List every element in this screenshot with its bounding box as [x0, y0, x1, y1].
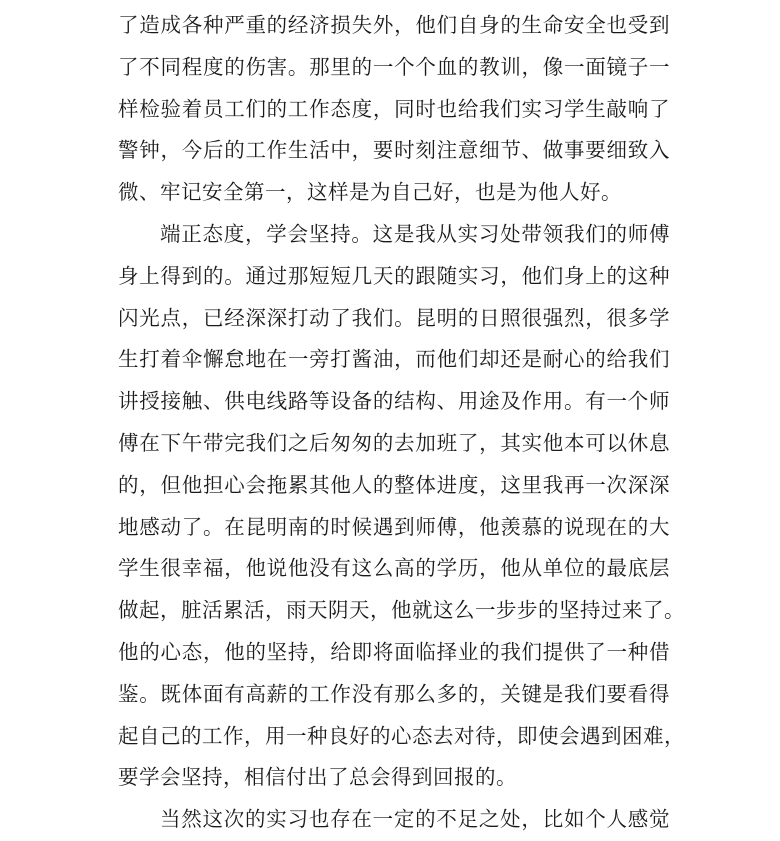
paragraph-start-line: 端正态度，学会坚持。这是我从实习处带领我们的师傅 — [160, 221, 670, 246]
text-line: 微、牢记安全第一，这样是为自己好，也是为他人好。 — [118, 180, 622, 205]
text-line: 样检验着员工们的工作态度，同时也给我们实习学生敲响了 — [118, 96, 670, 121]
text-line: 鉴。既体面有高薪的工作没有那么多的，关键是我们要看得 — [118, 681, 670, 706]
text-line: 学生很幸福，他说他没有这么高的学历，他从单位的最底层 — [118, 556, 670, 581]
text-line: 了造成各种严重的经济损失外，他们自身的生命安全也受到 — [118, 13, 670, 37]
text-line: 生打着伞懈怠地在一旁打酱油，而他们却还是耐心的给我们 — [118, 347, 670, 372]
text-line: 警钟，今后的工作生活中，要时刻注意细节、做事要细致入 — [118, 138, 670, 163]
text-line: 傅在下午带完我们之后匆匆的去加班了，其实他本可以休息 — [118, 430, 670, 455]
text-line: 讲授接触、供电线路等设备的结构、用途及作用。有一个师 — [118, 389, 670, 414]
paragraph-start-line: 当然这次的实习也存在一定的不足之处，比如个人感觉 — [160, 807, 670, 832]
text-line: 的，但他担心会拖累其他人的整体进度，这里我再一次深深 — [118, 472, 670, 497]
text-line: 了不同程度的伤害。那里的一个个血的教训，像一面镜子一 — [118, 54, 670, 79]
text-line: 闪光点，已经深深打动了我们。昆明的日照很强烈，很多学 — [118, 305, 670, 330]
text-line: 身上得到的。通过那短短几天的跟随实习，他们身上的这种 — [118, 263, 670, 288]
document-body — [118, 5, 685, 841]
text-line: 地感动了。在昆明南的时候遇到师傅，他羡慕的说现在的大 — [118, 514, 670, 539]
text-line: 做起，脏活累活，雨天阴天，他就这么一步步的坚持过来了。 — [118, 598, 685, 623]
text-line: 要学会坚持，相信付出了总会得到回报的。 — [118, 765, 517, 790]
text-line: 他的心态，他的坚持，给即将面临择业的我们提供了一种借 — [118, 639, 670, 664]
text-line: 起自己的工作，用一种良好的心态去对待，即使会遇到困难， — [118, 723, 685, 748]
